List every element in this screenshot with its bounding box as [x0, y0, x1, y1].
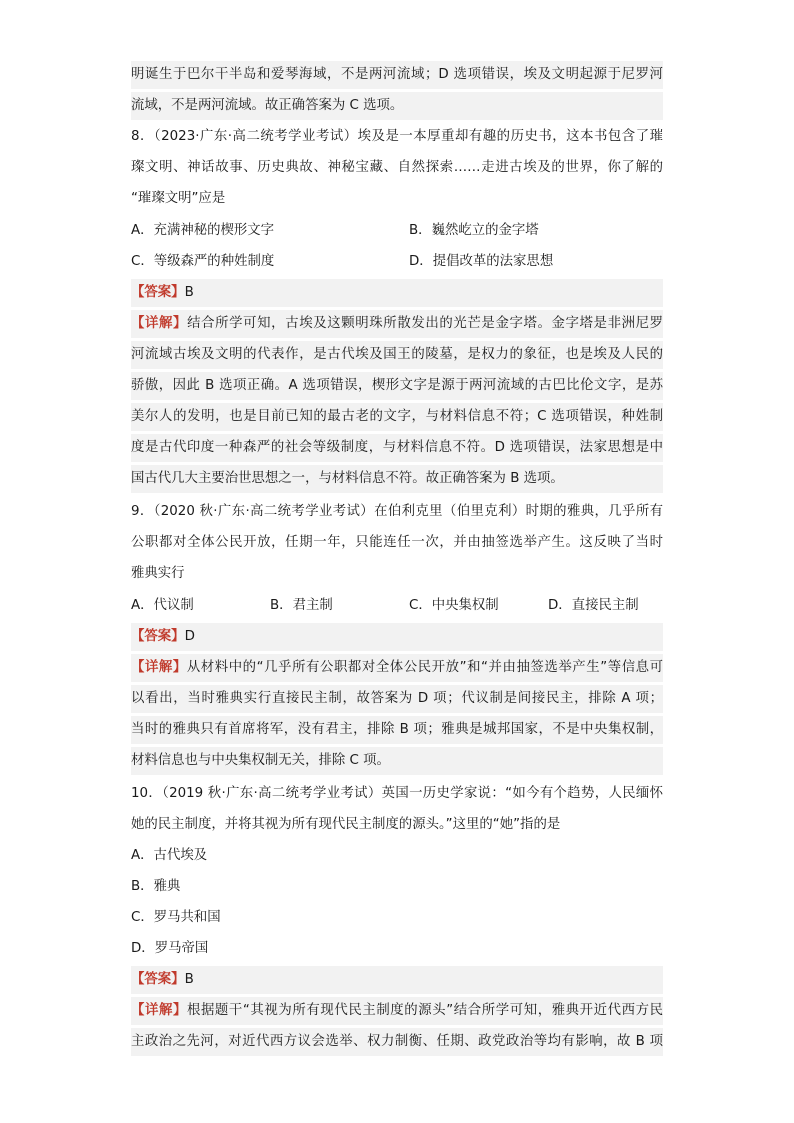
- q9-detail-line-1: [131, 654, 663, 682]
- q9-detail-text-1: 从材料中的“几乎所有公职都对全体公民开放”和“并由抽签选举产生”等信息可: [186, 660, 663, 675]
- q10-detail-line-1: [131, 997, 663, 1025]
- q10-option-b: B．雅典: [131, 879, 181, 894]
- q9-option-b: B．君主制: [270, 598, 333, 613]
- q8-detail-line-2: 河流域古埃及文明的代表作，是古代埃及国王的陵墓，是权力的象征，也是埃及人民的: [131, 341, 663, 369]
- q8-options-row-2: [131, 248, 663, 276]
- q9-option-a: A．代议制: [131, 598, 194, 613]
- q8-option-b: B．巍然屹立的金字塔: [409, 223, 539, 238]
- q8-detail-line-1: [131, 310, 663, 338]
- q10-detail-line-2: 主政治之先河，对近代西方议会选举、权力制衡、任期、政党政治等均有影响，故 B 项: [131, 1028, 663, 1056]
- q9-stem-line-3: 雅典实行: [131, 566, 185, 581]
- q8-detail-line-6: 国古代几大主要治世思想之一，与材料信息不符。故正确答案为 B 选项。: [131, 465, 663, 493]
- q8-option-a: A．充满神秘的楔形文字: [131, 223, 275, 238]
- q9-detail-tag: 【详解】: [131, 660, 187, 675]
- q9-stem-line-1: 9．（2020 秋·广东·高二统考学业考试）在伯利克里（伯里克利）时期的雅典，几乎所有: [131, 504, 663, 519]
- q8-option-c: C．等级森严的种姓制度: [131, 254, 275, 269]
- q9-stem-line-2: 公职都对全体公民开放，任期一年，只能连任一次，并由抽签选举产生。这反映了当时: [131, 535, 663, 550]
- q8-option-d: D．提倡改革的法家思想: [409, 254, 554, 269]
- q8-answer: [131, 279, 663, 307]
- q10-answer: [131, 966, 663, 994]
- q9-answer: [131, 623, 663, 651]
- q8-answer-value: B: [184, 285, 194, 300]
- q9-option-d: D．直接民主制: [548, 598, 639, 613]
- q8-detail-line-5: 度是古代印度一种森严的社会等级制度，与材料信息不符。D 选项错误，法家思想是中: [131, 434, 663, 462]
- q10-answer-value: B: [184, 972, 194, 987]
- q9-answer-tag: 【答案】: [131, 629, 185, 644]
- q8-stem-line-3: “璀璨文明”应是: [131, 191, 226, 206]
- q8-detail-text-1: 结合所学可知，古埃及这颗明珠所散发出的光芒是金字塔。金字塔是非洲尼罗: [187, 316, 663, 331]
- q8-stem-line-2: 璨文明、神话故事、历史典故、神秘宝藏、自然探索……走进古埃及的世界，你了解的: [131, 160, 663, 175]
- q9-detail-line-3: 当时的雅典只有首席将军，没有君主，排除 B 项；雅典是城邦国家，不是中央集权制，: [131, 716, 663, 744]
- q8-detail-line-4: 美尔人的发明，也是目前已知的最古老的文字，与材料信息不符；C 选项错误，种姓制: [131, 403, 663, 431]
- q10-stem-line-1: 10．（2019 秋·广东·高二统考学业考试）英国一历史学家说：“如今有个趋势，人民缅怀: [131, 786, 663, 801]
- q8-options-row-1: [131, 217, 663, 245]
- q9-detail-line-4: 材料信息也与中央集权制无关，排除 C 项。: [131, 747, 663, 775]
- q8-stem-line-1: 8．（2023·广东·高二统考学业考试）埃及是一本厚重却有趣的历史书，这本书包含了璀: [131, 129, 663, 144]
- q10-detail-text-1: 根据题干“其视为所有现代民主制度的源头”结合所学可知，雅典开近代西方民: [186, 1003, 663, 1018]
- q9-option-c: C．中央集权制: [409, 598, 499, 613]
- q10-option-d: D．罗马帝国: [131, 941, 209, 956]
- q10-option-c: C．罗马共和国: [131, 910, 221, 925]
- q10-option-a: A．古代埃及: [131, 848, 208, 863]
- q10-answer-tag: 【答案】: [131, 972, 185, 987]
- q10-stem-line-2: 她的民主制度，并将其视为所有现代民主制度的源头。”这里的“她”指的是: [131, 817, 561, 832]
- q8-detail-tag: 【详解】: [131, 316, 188, 331]
- q10-detail-tag: 【详解】: [131, 1003, 187, 1018]
- q8-answer-tag: 【答案】: [131, 285, 185, 300]
- q9-answer-value: D: [184, 629, 195, 644]
- prev-explanation-line-1: 明诞生于巴尔干半岛和爱琴海域，不是两河流域；D 选项错误，埃及文明起源于尼罗河: [131, 61, 663, 89]
- q9-options-row: [131, 592, 663, 620]
- prev-explanation-line-2: 流域，不是两河流域。故正确答案为 C 选项。: [131, 92, 663, 120]
- q8-detail-line-3: 骄傲，因此 B 选项正确。A 选项错误，楔形文字是源于两河流域的古巴比伦文字，是苏: [131, 372, 663, 400]
- q9-detail-line-2: 以看出，当时雅典实行直接民主制，故答案为 D 项；代议制是间接民主，排除 A 项；: [131, 685, 663, 713]
